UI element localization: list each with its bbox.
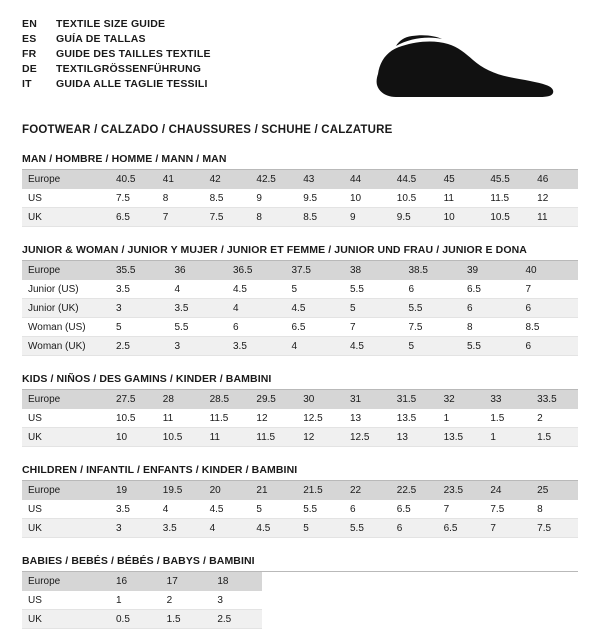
language-code: IT [22, 77, 32, 90]
size-tables-container [22, 153, 578, 629]
size-cell: 11.5 [484, 189, 531, 208]
size-table [22, 170, 578, 227]
size-cell: 9 [250, 189, 297, 208]
table-row [22, 409, 578, 428]
size-cell: 32 [438, 390, 485, 409]
size-cell: 5 [250, 500, 297, 519]
size-cell: 10 [344, 189, 391, 208]
size-cell: 3 [211, 591, 262, 610]
size-cell: 21.5 [297, 481, 344, 500]
dress-shoe-icon [366, 30, 556, 102]
size-cell: 12 [531, 189, 578, 208]
size-cell: 10.5 [110, 409, 157, 428]
language-row [22, 31, 211, 46]
size-cell: 11.5 [250, 428, 297, 447]
size-cell: 3 [169, 337, 228, 356]
size-table [22, 390, 578, 447]
language-title: GUIDE DES TAILLES TEXTILE [56, 47, 211, 60]
size-cell: 8 [157, 189, 204, 208]
size-table-heading: BABIES / BEBÉS / BÉBÉS / BABYS / BAMBINI [22, 555, 578, 572]
size-cell: 23.5 [438, 481, 485, 500]
row-label: Europe [22, 261, 110, 280]
table-row [22, 481, 578, 500]
size-cell: 16 [110, 572, 161, 591]
size-cell: 7.5 [531, 519, 578, 538]
size-table [22, 481, 578, 538]
size-cell: 17 [161, 572, 212, 591]
size-cell: 1 [438, 409, 485, 428]
size-cell: 7 [344, 318, 403, 337]
size-cell: 11 [438, 189, 485, 208]
size-cell: 6 [344, 500, 391, 519]
size-cell: 4.5 [344, 337, 403, 356]
table-row [22, 500, 578, 519]
size-cell: 33 [484, 390, 531, 409]
language-code: DE [22, 62, 37, 75]
size-cell: 8 [531, 500, 578, 519]
table-row [22, 299, 578, 318]
size-cell: 11.5 [204, 409, 251, 428]
size-cell: 42 [204, 170, 251, 189]
size-cell: 31.5 [391, 390, 438, 409]
size-cell: 4 [227, 299, 286, 318]
size-table-heading: KIDS / NIÑOS / DES GAMINS / KINDER / BAMBINI [22, 373, 578, 390]
size-cell: 8 [461, 318, 520, 337]
row-label: Europe [22, 170, 110, 189]
size-cell: 6 [403, 280, 462, 299]
table-row [22, 390, 578, 409]
language-row [22, 46, 211, 61]
size-cell: 2.5 [110, 337, 169, 356]
size-cell: 36.5 [227, 261, 286, 280]
table-row [22, 519, 578, 538]
language-row [22, 61, 211, 76]
size-cell: 8.5 [297, 208, 344, 227]
size-cell: 13.5 [438, 428, 485, 447]
size-cell: 8 [250, 208, 297, 227]
size-table-block [22, 153, 578, 227]
size-cell: 12.5 [344, 428, 391, 447]
language-code: FR [22, 47, 37, 60]
size-table-heading: MAN / HOMBRE / HOMME / MANN / MAN [22, 153, 578, 170]
size-cell: 1 [484, 428, 531, 447]
size-cell: 6.5 [286, 318, 345, 337]
size-cell: 10 [110, 428, 157, 447]
size-cell: 3.5 [169, 299, 228, 318]
size-cell: 44.5 [391, 170, 438, 189]
size-cell: 5 [297, 519, 344, 538]
row-label: UK [22, 208, 110, 227]
size-cell: 4.5 [204, 500, 251, 519]
table-row [22, 591, 262, 610]
size-cell: 7 [157, 208, 204, 227]
size-cell: 4 [286, 337, 345, 356]
size-cell: 12 [297, 428, 344, 447]
size-cell: 2.5 [211, 610, 262, 629]
size-table-block [22, 464, 578, 538]
size-cell: 2 [161, 591, 212, 610]
size-cell: 6.5 [391, 500, 438, 519]
size-cell: 8.5 [204, 189, 251, 208]
language-row [22, 76, 211, 91]
row-label: Europe [22, 390, 110, 409]
size-cell: 46 [531, 170, 578, 189]
language-title: GUIDA ALLE TAGLIE TESSILI [56, 77, 208, 90]
size-table-heading: JUNIOR & WOMAN / JUNIOR Y MUJER / JUNIOR ET FEMME / JUNIOR UND FRAU / JUNIOR E DONA [22, 244, 578, 261]
size-cell: 27.5 [110, 390, 157, 409]
size-cell: 1.5 [161, 610, 212, 629]
language-code: ES [22, 32, 37, 45]
size-cell: 3.5 [110, 280, 169, 299]
size-cell: 35.5 [110, 261, 169, 280]
size-cell: 3 [110, 299, 169, 318]
size-cell: 13.5 [391, 409, 438, 428]
size-cell: 31 [344, 390, 391, 409]
size-cell: 4.5 [227, 280, 286, 299]
size-cell: 5.5 [344, 519, 391, 538]
size-cell: 1 [110, 591, 161, 610]
size-cell: 4.5 [286, 299, 345, 318]
size-cell: 4 [204, 519, 251, 538]
size-table-block [22, 373, 578, 447]
size-table-heading: CHILDREN / INFANTIL / ENFANTS / KINDER / BAMBINI [22, 464, 578, 481]
table-row [22, 189, 578, 208]
size-cell: 13 [391, 428, 438, 447]
table-row [22, 572, 262, 591]
language-row [22, 16, 211, 31]
size-cell: 13 [344, 409, 391, 428]
size-cell: 7 [484, 519, 531, 538]
size-cell: 11 [204, 428, 251, 447]
size-cell: 6 [461, 299, 520, 318]
size-cell: 5 [110, 318, 169, 337]
size-cell: 11 [157, 409, 204, 428]
size-cell: 2 [531, 409, 578, 428]
size-cell: 29.5 [250, 390, 297, 409]
size-cell: 5 [403, 337, 462, 356]
size-cell: 12 [250, 409, 297, 428]
size-cell: 10.5 [391, 189, 438, 208]
size-cell: 42.5 [250, 170, 297, 189]
row-label: UK [22, 428, 110, 447]
size-cell: 40 [520, 261, 579, 280]
size-table-block [22, 244, 578, 356]
size-cell: 3.5 [110, 500, 157, 519]
size-cell: 36 [169, 261, 228, 280]
size-cell: 7 [520, 280, 579, 299]
size-cell: 6.5 [110, 208, 157, 227]
size-cell: 8.5 [520, 318, 579, 337]
size-cell: 11 [531, 208, 578, 227]
row-label: US [22, 409, 110, 428]
size-cell: 7.5 [110, 189, 157, 208]
language-code: EN [22, 17, 37, 30]
language-title-list [22, 16, 211, 91]
size-cell: 39 [461, 261, 520, 280]
size-cell: 6 [227, 318, 286, 337]
size-cell: 10 [438, 208, 485, 227]
language-title: TEXTILGRÖSSENFÜHRUNG [56, 62, 202, 75]
row-label: UK [22, 610, 110, 629]
table-row [22, 170, 578, 189]
size-cell: 1.5 [531, 428, 578, 447]
size-cell: 9.5 [297, 189, 344, 208]
size-cell: 6 [520, 337, 579, 356]
size-cell: 10.5 [484, 208, 531, 227]
row-label: Junior (US) [22, 280, 110, 299]
size-cell: 20 [204, 481, 251, 500]
size-cell: 5.5 [297, 500, 344, 519]
size-cell: 5.5 [344, 280, 403, 299]
size-cell: 10.5 [157, 428, 204, 447]
size-cell: 28 [157, 390, 204, 409]
size-cell: 33.5 [531, 390, 578, 409]
table-row [22, 261, 578, 280]
size-cell: 5 [286, 280, 345, 299]
size-table [22, 572, 262, 629]
size-cell: 4 [157, 500, 204, 519]
row-label: Europe [22, 572, 110, 591]
size-cell: 19 [110, 481, 157, 500]
size-cell: 40.5 [110, 170, 157, 189]
size-cell: 1.5 [484, 409, 531, 428]
size-table-block [22, 555, 578, 629]
size-cell: 25 [531, 481, 578, 500]
language-title: TEXTILE SIZE GUIDE [56, 17, 166, 30]
size-cell: 45.5 [484, 170, 531, 189]
table-row [22, 610, 262, 629]
size-cell: 3 [110, 519, 157, 538]
row-label: Europe [22, 481, 110, 500]
size-cell: 5.5 [403, 299, 462, 318]
size-cell: 4.5 [250, 519, 297, 538]
size-cell: 38 [344, 261, 403, 280]
row-label: Junior (UK) [22, 299, 110, 318]
row-label: Woman (US) [22, 318, 110, 337]
size-cell: 6 [391, 519, 438, 538]
table-row [22, 428, 578, 447]
size-cell: 7.5 [204, 208, 251, 227]
row-label: Woman (UK) [22, 337, 110, 356]
size-cell: 22.5 [391, 481, 438, 500]
table-row [22, 337, 578, 356]
size-cell: 6.5 [438, 519, 485, 538]
size-cell: 3.5 [227, 337, 286, 356]
size-cell: 5.5 [461, 337, 520, 356]
size-cell: 5 [344, 299, 403, 318]
table-row [22, 318, 578, 337]
size-cell: 3.5 [157, 519, 204, 538]
size-cell: 7.5 [484, 500, 531, 519]
language-title: GUÍA DE TALLAS [56, 32, 146, 45]
size-cell: 41 [157, 170, 204, 189]
row-label: UK [22, 519, 110, 538]
size-cell: 12.5 [297, 409, 344, 428]
size-cell: 28.5 [204, 390, 251, 409]
size-cell: 24 [484, 481, 531, 500]
size-cell: 43 [297, 170, 344, 189]
size-table [22, 261, 578, 356]
size-cell: 19.5 [157, 481, 204, 500]
table-row [22, 280, 578, 299]
size-cell: 5.5 [169, 318, 228, 337]
page-header [22, 16, 578, 108]
row-label: US [22, 189, 110, 208]
size-cell: 21 [250, 481, 297, 500]
size-cell: 44 [344, 170, 391, 189]
size-cell: 37.5 [286, 261, 345, 280]
size-cell: 18 [211, 572, 262, 591]
size-cell: 7.5 [403, 318, 462, 337]
size-cell: 30 [297, 390, 344, 409]
size-cell: 4 [169, 280, 228, 299]
page-title: FOOTWEAR / CALZADO / CHAUSSURES / SCHUHE / CALZATURE [22, 124, 393, 136]
size-cell: 38.5 [403, 261, 462, 280]
size-cell: 0.5 [110, 610, 161, 629]
size-cell: 7 [438, 500, 485, 519]
size-cell: 9 [344, 208, 391, 227]
table-row [22, 208, 578, 227]
size-cell: 45 [438, 170, 485, 189]
row-label: US [22, 500, 110, 519]
size-cell: 6.5 [461, 280, 520, 299]
size-cell: 22 [344, 481, 391, 500]
size-cell: 9.5 [391, 208, 438, 227]
size-cell: 6 [520, 299, 579, 318]
row-label: US [22, 591, 110, 610]
